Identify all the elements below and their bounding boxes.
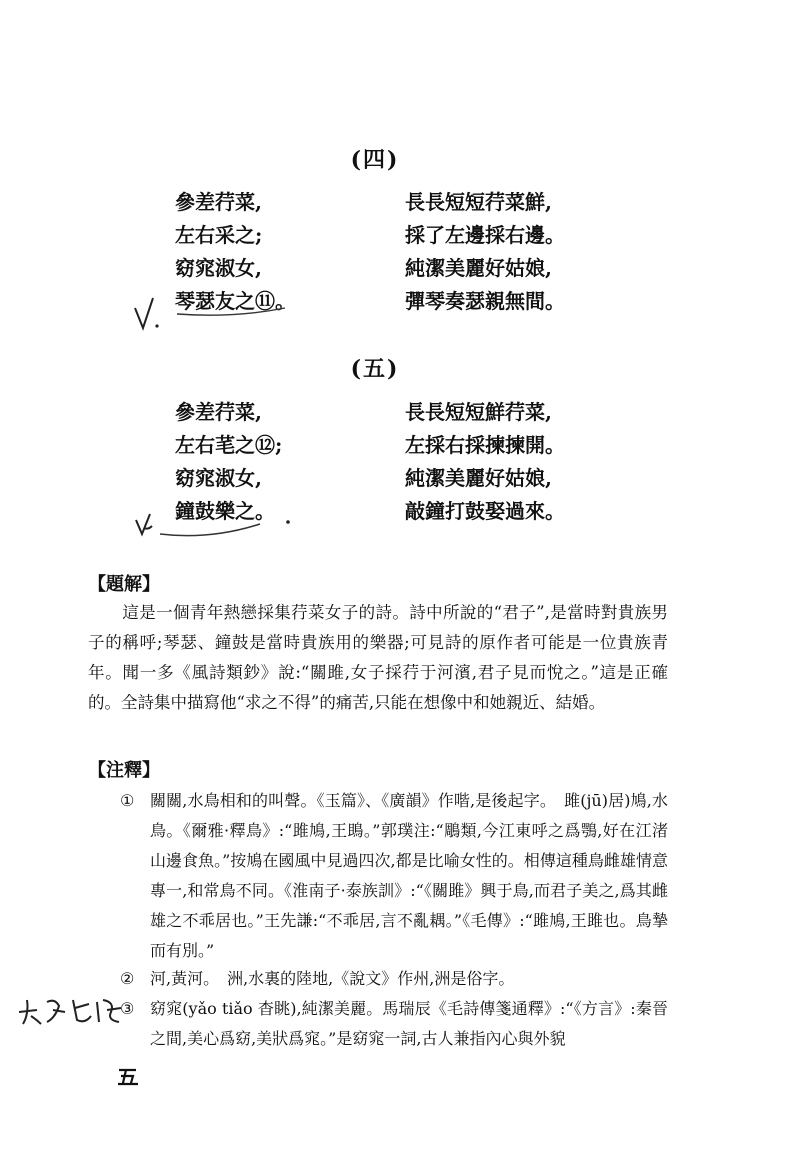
- original-line: 參差荇菜,: [175, 400, 262, 424]
- note-text: 河,黃河。 洲,水裏的陸地,《說文》作州,洲是俗字。: [150, 969, 515, 988]
- note-number: ③: [120, 999, 135, 1018]
- tijie-paragraph: [88, 598, 668, 718]
- note-number: ②: [120, 969, 135, 988]
- original-line: 窈窕淑女,: [175, 256, 262, 280]
- original-line: 左右采之;: [175, 223, 263, 247]
- original-line: 鐘鼓樂之。: [175, 499, 275, 523]
- translation-line: 彈琴奏瑟親無間。: [405, 289, 565, 313]
- underline-annotation: [130, 500, 310, 550]
- translation-line: 純潔美麗好姑娘,: [405, 466, 552, 490]
- poem-line: [175, 219, 615, 252]
- tijie-heading: 【題解】: [88, 574, 160, 595]
- note-number: ①: [120, 791, 135, 810]
- stanza-5-title: (五): [350, 356, 400, 382]
- poem-line: [175, 186, 615, 219]
- translation-line: 長長短短荇菜鮮,: [405, 190, 552, 214]
- original-line: 琴瑟友之⑪。: [175, 289, 295, 313]
- poem-line: [175, 429, 615, 462]
- translation-line: 採了左邊採右邊。: [405, 223, 565, 247]
- translation-line: 左採右採揀揀開。: [405, 433, 565, 457]
- tijie-text: 這是一個青年熱戀採集荇菜女子的詩。詩中所說的“君子”,是當時對貴族男子的稱呼;琴瑟、鐘鼓是當時貴族用的樂器;可見詩的原作者可能是一位貴族青年。聞一多《風詩類鈔》說:“關雎,女子採荇于河濱,君子見而悅之。”這是正確的。全詩集中描寫他“求之不得”的痛苦,只能在想像中和她親近、結婚。: [88, 603, 668, 712]
- poem-line: [175, 462, 615, 495]
- handwritten-margin-note: [15, 990, 127, 1030]
- note-text: 關關,水鳥相和的叫聲。《玉篇》、《廣韻》作喈,是後起字。 雎(jū)居)鳩,水鳥。《爾雅·釋鳥》:“雎鳩,王鴡。”郭璞注:“鵰類,今江東呼之爲鶚,好在江渚山邊食魚。”按鳩在國風中見過四次,都是比喻女性的。相傳這種鳥雌雄情意專一,和常鳥不同。《淮南子·泰族訓》:“《關雎》興于鳥,而君子美之,爲其雌雄之不乖居也。”王先謙:“不乖居,言不亂耦。”《毛傳》:“雎鳩,王雎也。鳥摯而有別。”: [150, 791, 668, 960]
- original-line: 窈窕淑女,: [175, 466, 262, 490]
- note-item: [120, 994, 668, 1054]
- note-item: [120, 786, 668, 966]
- check-mark-annotation: [125, 278, 315, 340]
- translation-line: 長長短短鮮荇菜,: [405, 400, 552, 424]
- note-item: [120, 964, 668, 994]
- original-line: 參差荇菜,: [175, 190, 262, 214]
- zhushi-heading: 【注釋】: [88, 760, 160, 781]
- page-mark-handwritten: [116, 1066, 140, 1088]
- stanza-4-title: (四): [350, 147, 400, 173]
- translation-line: 敲鐘打鼓娶過來。: [405, 499, 565, 523]
- translation-line: 純潔美麗好姑娘,: [405, 256, 552, 280]
- note-text: 窈窕(yǎo tiǎo 杳眺),純潔美麗。馬瑞辰《毛詩傳箋通釋》:“《方言》:秦晉之間,美心爲窈,美狀爲窕。”是窈窕一詞,古人兼指內心與外貌: [150, 999, 668, 1048]
- original-line: 左右芼之⑫;: [175, 433, 283, 457]
- poem-line: [175, 396, 615, 429]
